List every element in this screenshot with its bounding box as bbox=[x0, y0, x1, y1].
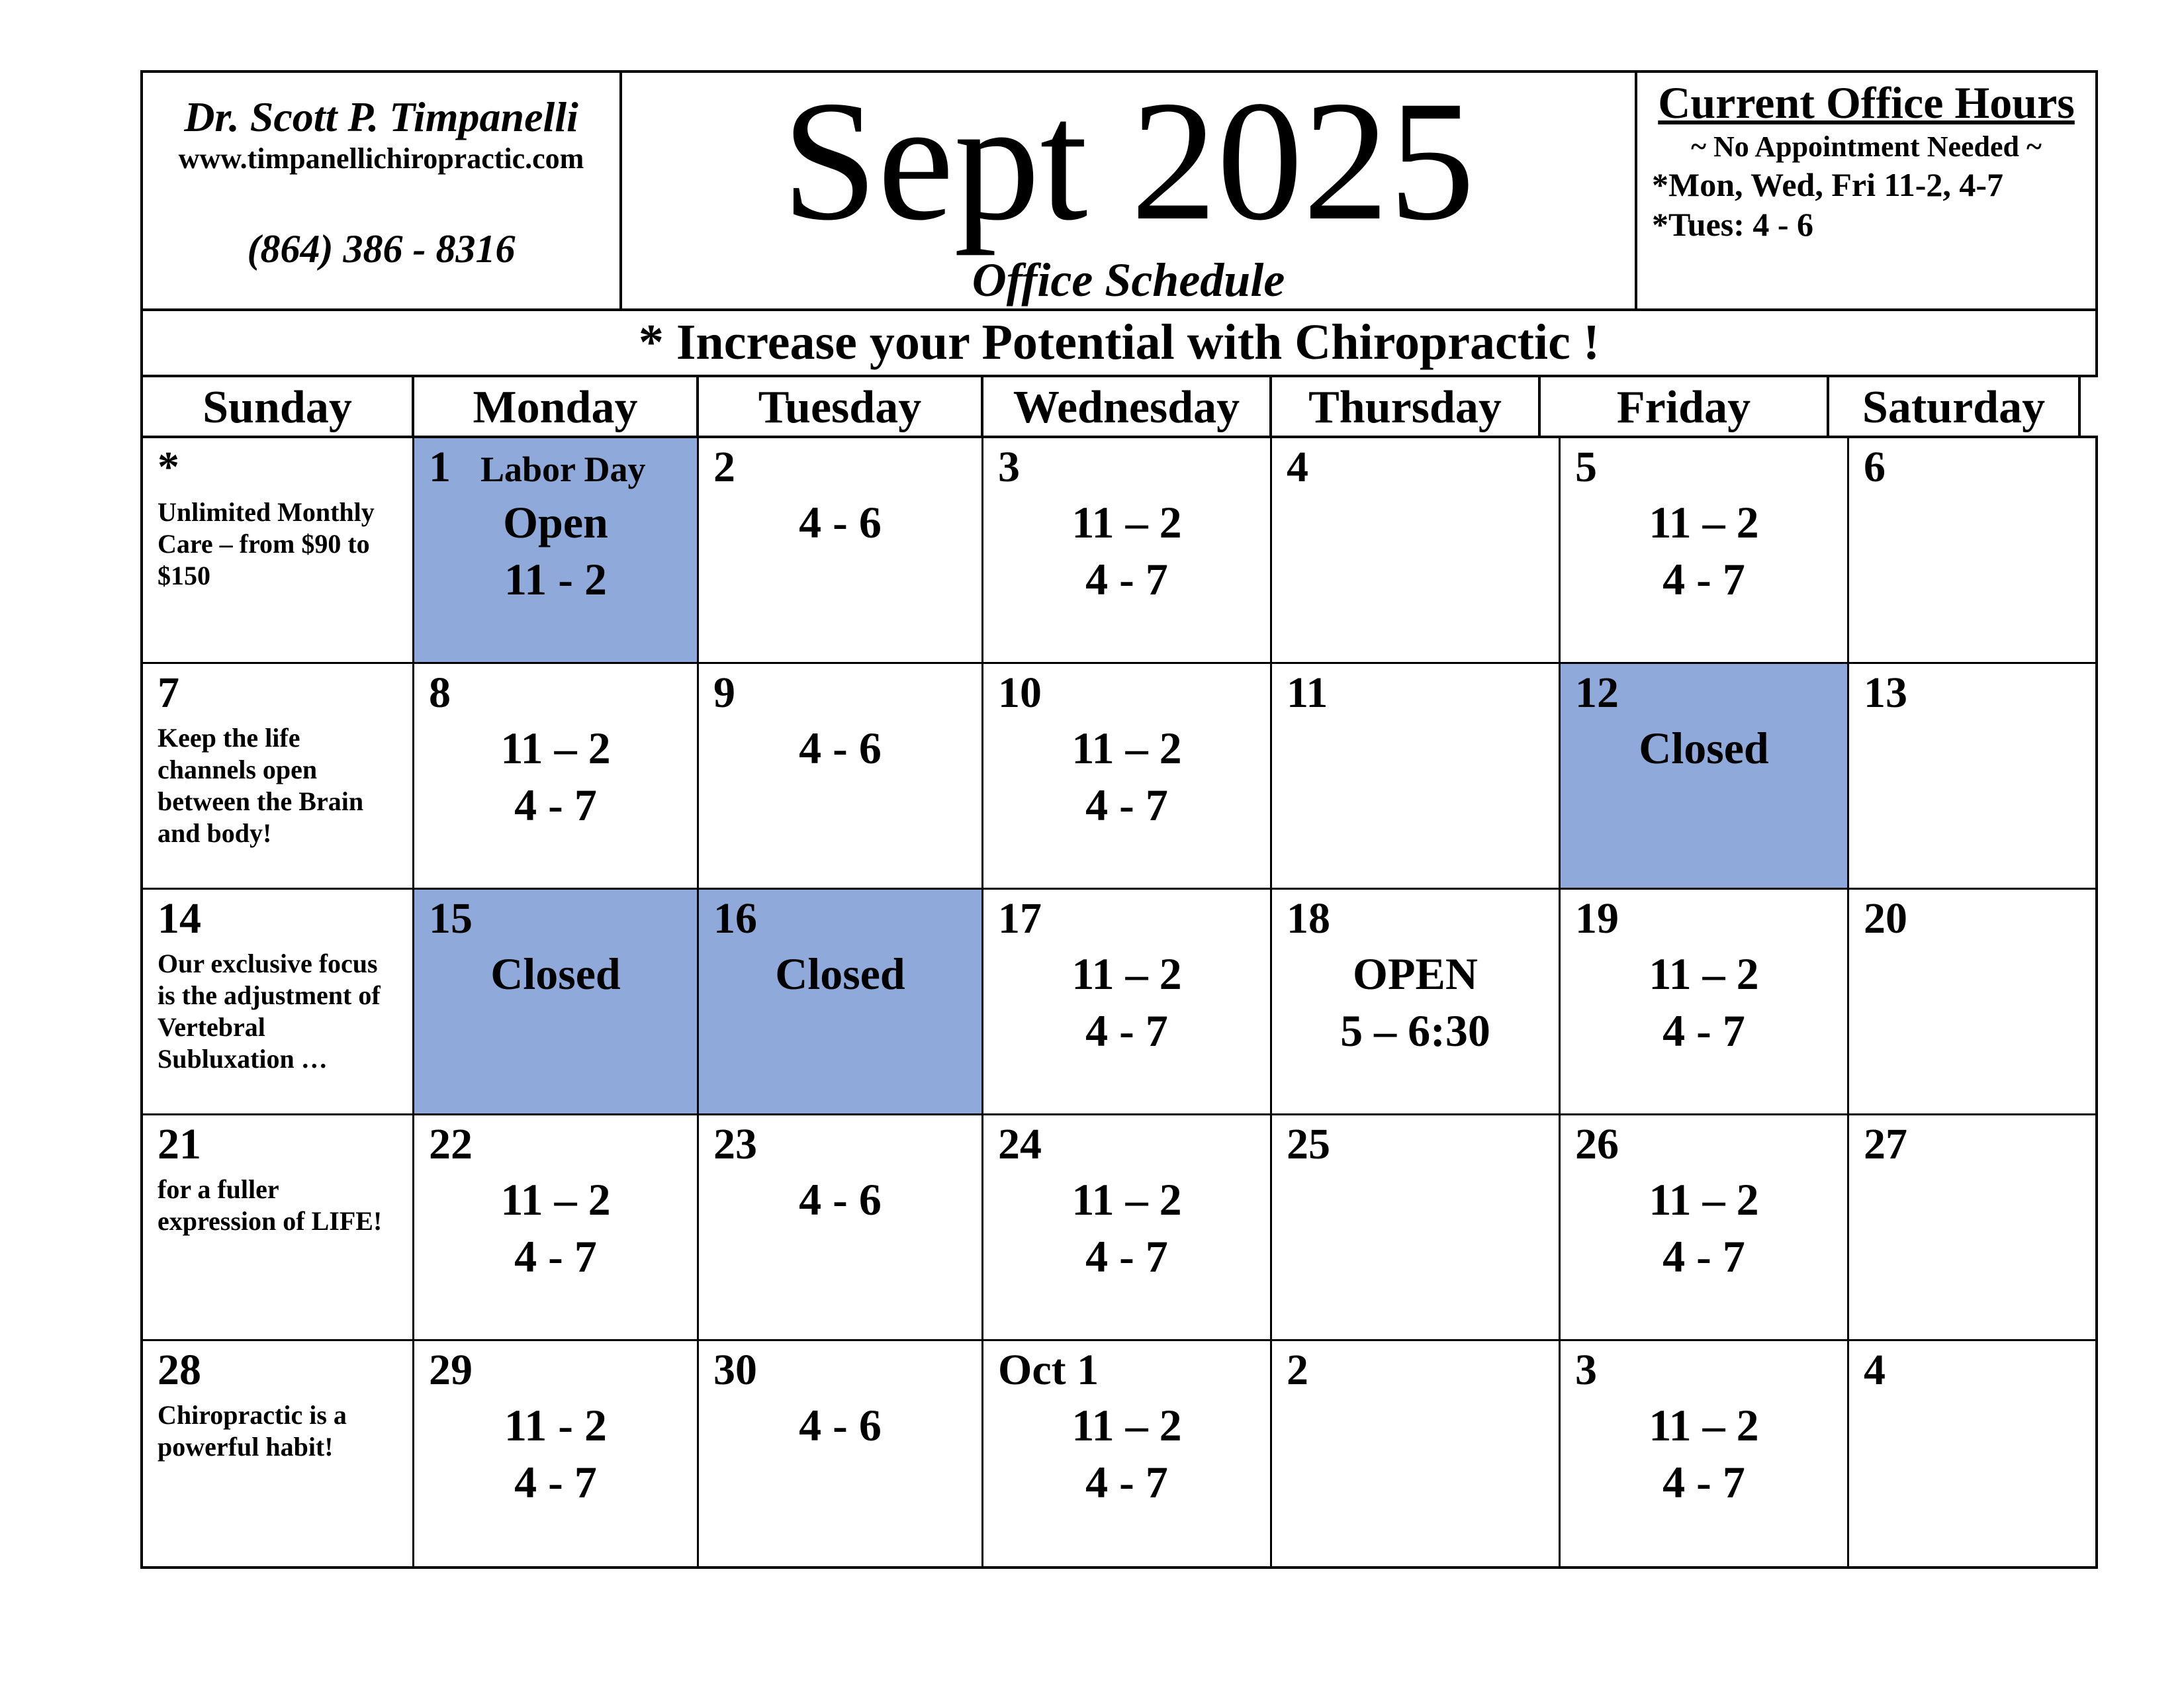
day-cell-thursday bbox=[1272, 890, 1561, 1115]
day-cell-tuesday bbox=[699, 664, 983, 890]
day-number: 30 bbox=[713, 1346, 757, 1394]
day-cell-sunday bbox=[143, 1115, 414, 1341]
day-cell-tuesday bbox=[699, 438, 983, 664]
weekday-header-row bbox=[140, 375, 2078, 438]
day-cell-monday bbox=[414, 890, 699, 1115]
day-number: 4 bbox=[1287, 443, 1308, 491]
sunday-note: for a fuller expression of LIFE! bbox=[158, 1174, 383, 1236]
weekday-saturday: Saturday bbox=[1829, 377, 2081, 438]
day-number: 26 bbox=[1575, 1120, 1619, 1168]
day-number: 18 bbox=[1287, 894, 1330, 943]
day-number: 15 bbox=[429, 894, 473, 943]
sunday-note: Unlimited Monthly Care – from $90 to $150 bbox=[158, 497, 375, 590]
day-cell-saturday bbox=[1849, 1341, 2095, 1567]
day-cell-thursday bbox=[1272, 438, 1561, 664]
hours-line: 11 – 2 bbox=[500, 1174, 611, 1225]
doctor-name: Dr. Scott P. Timpanelli bbox=[184, 93, 578, 140]
day-number: 24 bbox=[998, 1120, 1042, 1168]
day-cell-sunday bbox=[143, 664, 414, 890]
day-cell-saturday bbox=[1849, 664, 2095, 890]
day-number: Oct 1 bbox=[998, 1346, 1099, 1394]
weekday-wednesday: Wednesday bbox=[983, 377, 1272, 438]
hours-line: 11 – 2 bbox=[1071, 723, 1182, 773]
hours-line: 4 - 7 bbox=[1085, 1006, 1168, 1056]
day-number: 23 bbox=[713, 1120, 757, 1168]
day-cell-friday bbox=[1561, 438, 1849, 664]
hours-line: 11 - 2 bbox=[504, 1400, 607, 1450]
day-number: 25 bbox=[1287, 1120, 1330, 1168]
day-number: 7 bbox=[158, 669, 179, 717]
website-link[interactable]: www.timpanellichiropractic.com bbox=[178, 142, 584, 175]
day-cell-saturday bbox=[1849, 438, 2095, 664]
hours-line: 4 - 7 bbox=[1662, 554, 1745, 604]
hours-line: 5 – 6:30 bbox=[1340, 1006, 1490, 1056]
hours-line: 4 - 7 bbox=[1085, 554, 1168, 604]
schedule-subtitle: Office Schedule bbox=[972, 254, 1285, 306]
hours-line: 11 – 2 bbox=[1071, 949, 1182, 999]
day-cell-wednesday bbox=[983, 1341, 1272, 1567]
day-number: 16 bbox=[713, 894, 757, 943]
hours-line: Closed bbox=[1639, 723, 1769, 773]
hours-line: 11 – 2 bbox=[1649, 1400, 1759, 1450]
hours-line: 4 - 7 bbox=[1662, 1231, 1745, 1282]
title-panel bbox=[619, 66, 1637, 311]
day-cell-monday bbox=[414, 664, 699, 890]
sunday-note: Chiropractic is a powerful habit! bbox=[158, 1400, 347, 1462]
day-number: 11 bbox=[1287, 669, 1328, 717]
day-number: 28 bbox=[158, 1346, 201, 1394]
day-number: 8 bbox=[429, 669, 451, 717]
day-number: 21 bbox=[158, 1120, 201, 1168]
hours-line: 4 - 7 bbox=[514, 1457, 597, 1507]
hours-line: OPEN bbox=[1353, 949, 1478, 999]
day-number: 20 bbox=[1864, 894, 1907, 943]
office-hours-panel bbox=[1635, 70, 2098, 311]
day-number: 9 bbox=[713, 669, 735, 717]
day-number: 1 bbox=[429, 443, 451, 491]
hours-line: Open bbox=[503, 497, 608, 547]
day-number: 19 bbox=[1575, 894, 1619, 943]
day-cell-wednesday bbox=[983, 1115, 1272, 1341]
day-number: 29 bbox=[429, 1346, 473, 1394]
day-number: 5 bbox=[1575, 443, 1597, 491]
day-number: 14 bbox=[158, 894, 201, 943]
hours-line: 4 - 6 bbox=[799, 1174, 882, 1225]
hours-line: 4 - 7 bbox=[514, 1231, 597, 1282]
hours-line: 4 - 7 bbox=[1085, 1457, 1168, 1507]
hours-line-1: *Mon, Wed, Fri 11-2, 4-7 bbox=[1652, 166, 2004, 203]
day-number: 4 bbox=[1864, 1346, 1886, 1394]
hours-line: 11 – 2 bbox=[1649, 949, 1759, 999]
hours-line-2: *Tues: 4 - 6 bbox=[1652, 206, 1814, 243]
day-number: 3 bbox=[998, 443, 1020, 491]
hours-line: Closed bbox=[775, 949, 905, 999]
hours-line: 4 - 7 bbox=[1085, 1231, 1168, 1282]
day-cell-monday bbox=[414, 1115, 699, 1341]
day-cell-saturday bbox=[1849, 890, 2095, 1115]
hours-line: 4 - 6 bbox=[799, 1400, 882, 1450]
day-cell-monday bbox=[414, 438, 699, 664]
day-number: 22 bbox=[429, 1120, 473, 1168]
day-cell-thursday bbox=[1272, 1341, 1561, 1567]
day-cell-friday bbox=[1561, 1341, 1849, 1567]
day-cell-wednesday bbox=[983, 438, 1272, 664]
hours-line: 4 - 7 bbox=[514, 780, 597, 830]
day-cell-saturday bbox=[1849, 1115, 2095, 1341]
hours-line: 11 – 2 bbox=[1649, 497, 1759, 547]
hours-line: 4 - 6 bbox=[799, 497, 882, 547]
day-cell-friday bbox=[1561, 664, 1849, 890]
day-cell-monday bbox=[414, 1341, 699, 1567]
day-cell-friday bbox=[1561, 1115, 1849, 1341]
day-number: 10 bbox=[998, 669, 1042, 717]
hours-line: 4 - 7 bbox=[1662, 1006, 1745, 1056]
hours-line: Closed bbox=[490, 949, 621, 999]
day-cell-friday bbox=[1561, 890, 1849, 1115]
hours-line: 11 – 2 bbox=[500, 723, 611, 773]
phone-number: (864) 386 - 8316 bbox=[247, 227, 516, 271]
day-number: 13 bbox=[1864, 669, 1907, 717]
month-title: Sept 2025 bbox=[782, 66, 1475, 256]
day-cell-tuesday bbox=[699, 1115, 983, 1341]
day-cell-tuesday bbox=[699, 1341, 983, 1567]
day-number: 12 bbox=[1575, 669, 1619, 717]
doctor-info-panel bbox=[140, 70, 622, 311]
sunday-note: Our exclusive focus is the adjustment of Vertebral Subluxation … bbox=[158, 949, 381, 1074]
sunday-note: Keep the life channels open between the Brain and body! bbox=[158, 723, 364, 848]
hours-line: 4 - 7 bbox=[1085, 780, 1168, 830]
day-number: 6 bbox=[1864, 443, 1886, 491]
weekday-tuesday: Tuesday bbox=[699, 377, 983, 438]
hours-line: 11 – 2 bbox=[1649, 1174, 1759, 1225]
day-cell-tuesday bbox=[699, 890, 983, 1115]
day-cell-sunday bbox=[143, 438, 414, 664]
day-cell-wednesday bbox=[983, 664, 1272, 890]
hours-line: 4 - 6 bbox=[799, 723, 882, 773]
day-number: 17 bbox=[998, 894, 1042, 943]
hours-line: 11 – 2 bbox=[1071, 497, 1182, 547]
calendar-grid bbox=[140, 436, 2098, 1569]
office-hours-title: Current Office Hours bbox=[1658, 77, 2075, 128]
day-number: 3 bbox=[1575, 1346, 1597, 1394]
no-appointment-note: ~ No Appointment Needed ~ bbox=[1691, 130, 2042, 163]
day-number: * bbox=[158, 443, 179, 491]
day-number: 2 bbox=[1287, 1346, 1308, 1394]
day-cell-thursday bbox=[1272, 1115, 1561, 1341]
day-cell-thursday bbox=[1272, 664, 1561, 890]
hours-line: 11 – 2 bbox=[1071, 1400, 1182, 1450]
day-cell-sunday bbox=[143, 1341, 414, 1567]
hours-line: 4 - 7 bbox=[1662, 1457, 1745, 1507]
tagline-text: * Increase your Potential with Chiropractic ! bbox=[638, 314, 1600, 370]
tagline-bar bbox=[140, 308, 2098, 377]
weekday-monday: Monday bbox=[414, 377, 699, 438]
weekday-sunday: Sunday bbox=[143, 377, 414, 438]
day-cell-sunday bbox=[143, 890, 414, 1115]
day-cell-wednesday bbox=[983, 890, 1272, 1115]
day-number: 2 bbox=[713, 443, 735, 491]
weekday-friday: Friday bbox=[1541, 377, 1829, 438]
hours-line: 11 - 2 bbox=[504, 554, 607, 604]
day-number: 27 bbox=[1864, 1120, 1907, 1168]
holiday-label: Labor Day bbox=[480, 449, 646, 489]
weekday-thursday: Thursday bbox=[1272, 377, 1541, 438]
hours-line: 11 – 2 bbox=[1071, 1174, 1182, 1225]
